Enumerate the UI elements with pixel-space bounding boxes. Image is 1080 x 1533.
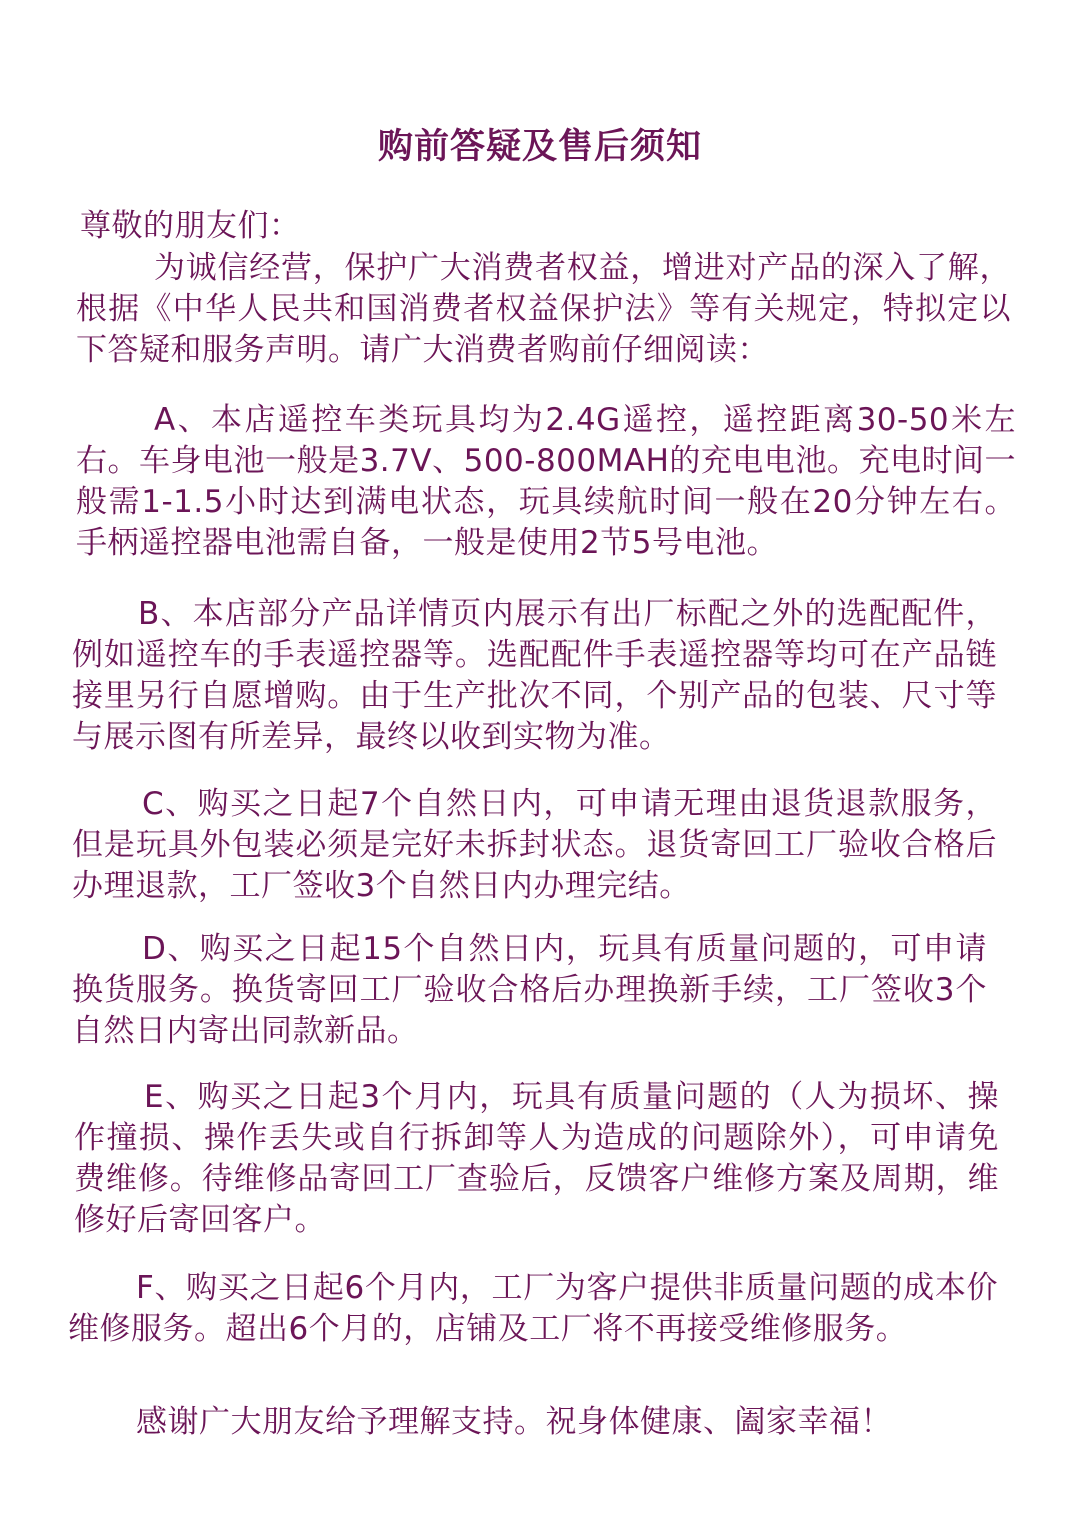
policy-item-f: F、购买之日起6个月内，工厂为客户提供非质量问题的成本价维修服务。超出6个月的，店铺及工厂将不再接受维修服务。 <box>68 1270 998 1347</box>
policy-item-e: E、购买之日起3个月内，玩具有质量问题的（人为损坏、操作撞损、操作丢失或自行拆卸等人为造成的问题除外），可申请免费维修。待维修品寄回工厂查验后，反馈客户维修方案及周期，维修好后寄回客户。 <box>74 1079 999 1238</box>
page-title: 购前答疑及售后须知 <box>377 127 702 168</box>
intro-paragraph: 为诚信经营，保护广大消费者权益，增进对产品的深入了解，根据《中华人民共和国消费者权益保护法》等有关规定，特拟定以下答疑和服务声明。请广大消费者购前仔细阅读： <box>76 250 1011 368</box>
policy-item-c: C、购买之日起7个自然日内，可申请无理由退货退款服务，但是玩具外包装必须是完好未拆封状态。退货寄回工厂验收合格后办理退款，工厂签收3个自然日内办理完结。 <box>72 786 997 904</box>
closing-text: 感谢广大朋友给予理解支持。祝身体健康、阖家幸福！ <box>136 1404 892 1440</box>
policy-item-a: A、本店遥控车类玩具均为2.4G遥控，遥控距离30-50米左右。车身电池一般是3.7V、500-800MAH的充电电池。充电时间一般需1-1.5小时达到满电状态，玩具续航时间一般在20分钟左右。手柄遥控器电池需自备，一般是使用2节5号电池。 <box>76 402 1016 561</box>
greeting-text: 尊敬的朋友们： <box>80 208 301 244</box>
policy-item-b: B、本店部分产品详情页内展示有出厂标配之外的选配配件，例如遥控车的手表遥控器等。选配配件手表遥控器等均可在产品链接里另行自愿增购。由于生产批次不同，个别产品的包装、尺寸等与展示图有所差异，最终以收到实物为准。 <box>72 596 997 755</box>
policy-item-d: D、购买之日起15个自然日内，玩具有质量问题的，可申请换货服务。换货寄回工厂验收合格后办理换新手续，工厂签收3个自然日内寄出同款新品。 <box>72 931 987 1049</box>
